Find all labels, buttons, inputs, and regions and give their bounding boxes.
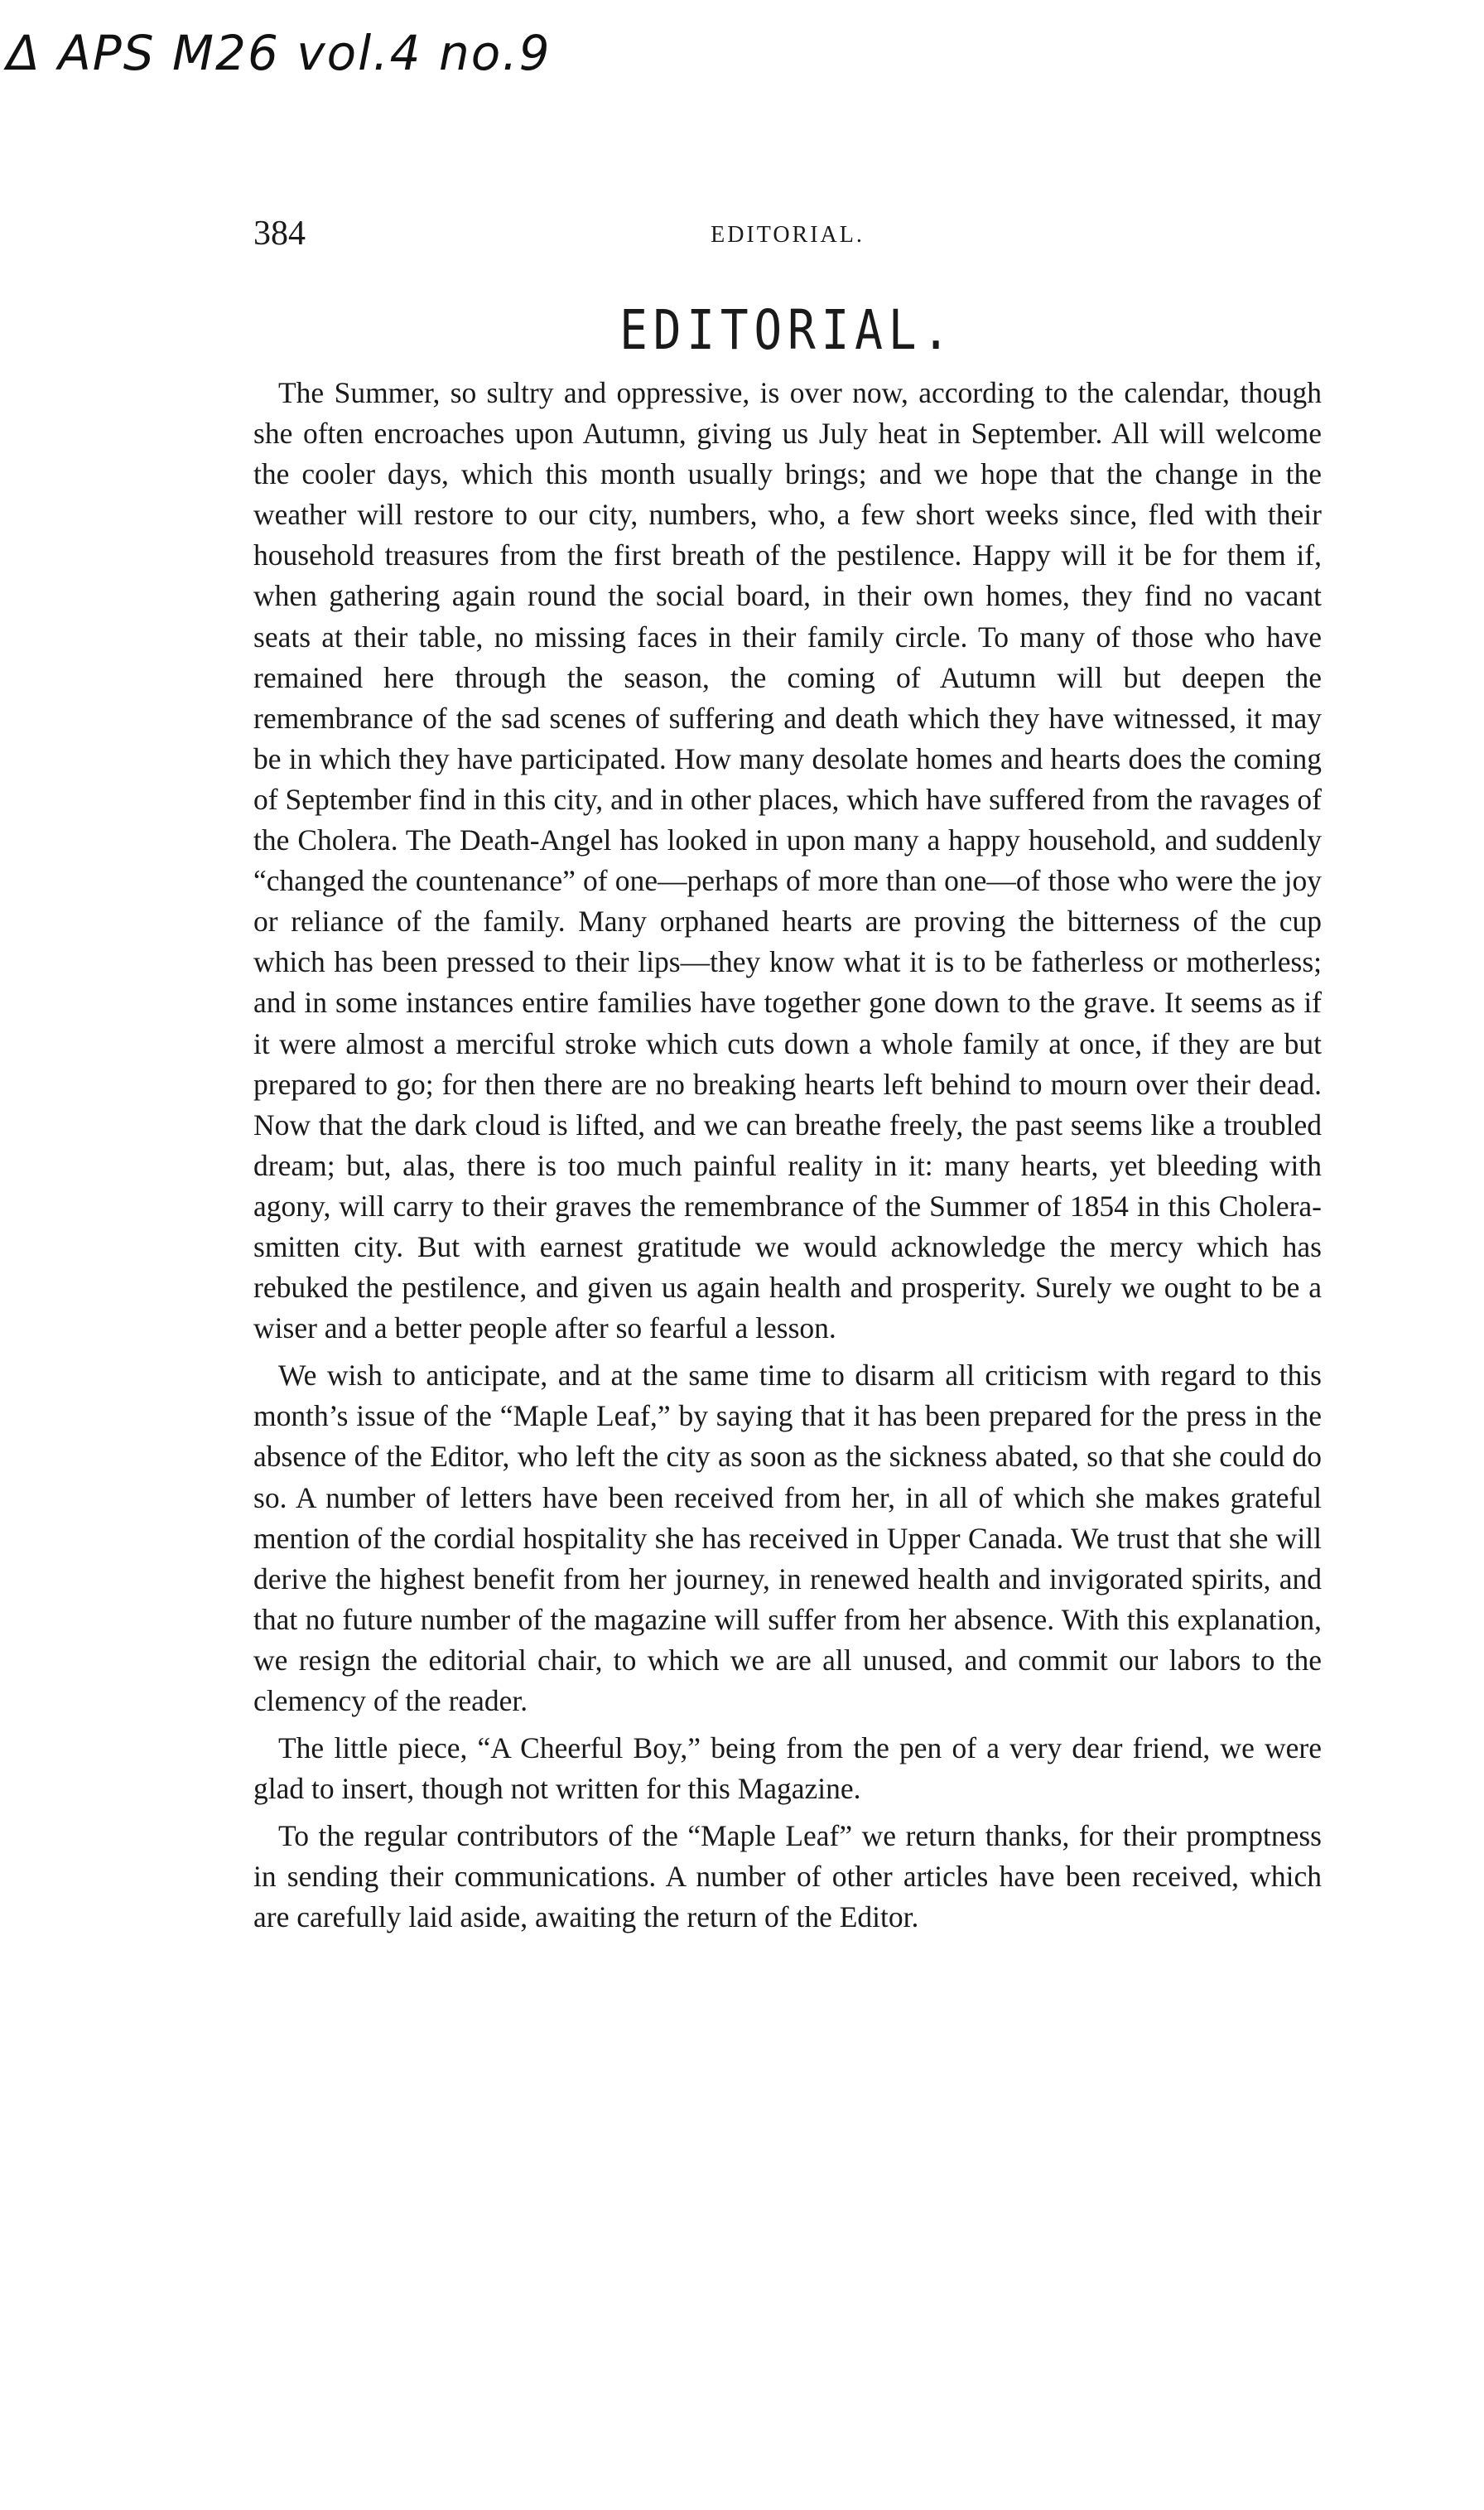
running-header: [253, 214, 1322, 263]
paragraph-4: To the regular contributors of the “Maple Leaf” we return thanks, for their promptness in sending their communications. A number of other articles have been received, which are carefully laid aside, awaiting the return of the Editor.: [253, 1819, 1322, 1934]
paragraph-2: We wish to anticipate, and at the same time to disarm all criticism with regard to this month’s issue of the “Maple Leaf,” by saying that it has been prepared for the press in the absence of the Editor, who left the city as soon as the sickness abated, so that she could do so. A number of letters have been received from her, in all of which she makes grateful mention of the cordial hospitality she has received in Upper Canada. We trust that she will derive the highest benefit from her journey, in renewed health and invigorated spirits, and that no future number of the magazine will suffer from her absence. With this explanation, we resign the editorial chair, to which we are all unused, and commit our labors to the clemency of the reader.: [253, 1359, 1322, 1717]
paragraph-1: The Summer, so sultry and oppressive, is over now, according to the calendar, though she often encroaches upon Autumn, giving us July heat in September. All will welcome the cooler days, which this month usually brings; and we hope that the change in the weather will restore to our city, numbers, who, a few short weeks since, fled with their household treasures from the first breath of the pestilence. Happy will it be for them if, when gathering again round the social board, in their own homes, they find no vacant seats at their table, no missing faces in their family circle. To many of those who have remained here through the season, the coming of Autumn will but deepen the remembrance of the sad scenes of suffering and death which they have witnessed, it may be in which they have participated. How many desolate homes and hearts does the coming of September find in this city, and in other places, which have suffered from the ravages of the Cholera. The Death-Angel has looked in upon many a happy household, and suddenly “changed the countenance” of one—perhaps of more than one—of those who were the joy or reliance of the family. Many orphaned hearts are proving the bitterness of the cup which has been pressed to their lips—they know what it is to be fatherless or motherless; and in some instances entire families have together gone down to the grave. It seems as if it were almost a merciful stroke which cuts down a whole family at once, if they are but prepared to go; for then there are no breaking hearts left behind to mourn over their dead. Now that the dark cloud is lifted, and we can breathe freely, the past seems like a troubled dream; but, alas, there is too much painful reality in it: many hearts, yet bleeding with agony, will carry to their graves the remembrance of the Summer of 1854 in this Cholera-smitten city. But with earnest gratitude we would acknowledge the mercy which has rebuked the pestilence, and given us again health and prosperity. Surely we ought to be a wiser and a better people after so fearful a lesson.: [253, 376, 1322, 1345]
article-body: [253, 373, 1322, 1945]
article-title: EDITORIAL.: [619, 298, 956, 362]
paragraph-3: The little piece, “A Cheerful Boy,” being from the pen of a very dear friend, we were glad to insert, though not written for this Magazine.: [253, 1731, 1322, 1806]
handwritten-annotation: Δ APS M26 vol.4 no.9: [7, 25, 552, 81]
page-number: 384: [253, 215, 306, 253]
running-title: EDITORIAL.: [711, 222, 865, 248]
